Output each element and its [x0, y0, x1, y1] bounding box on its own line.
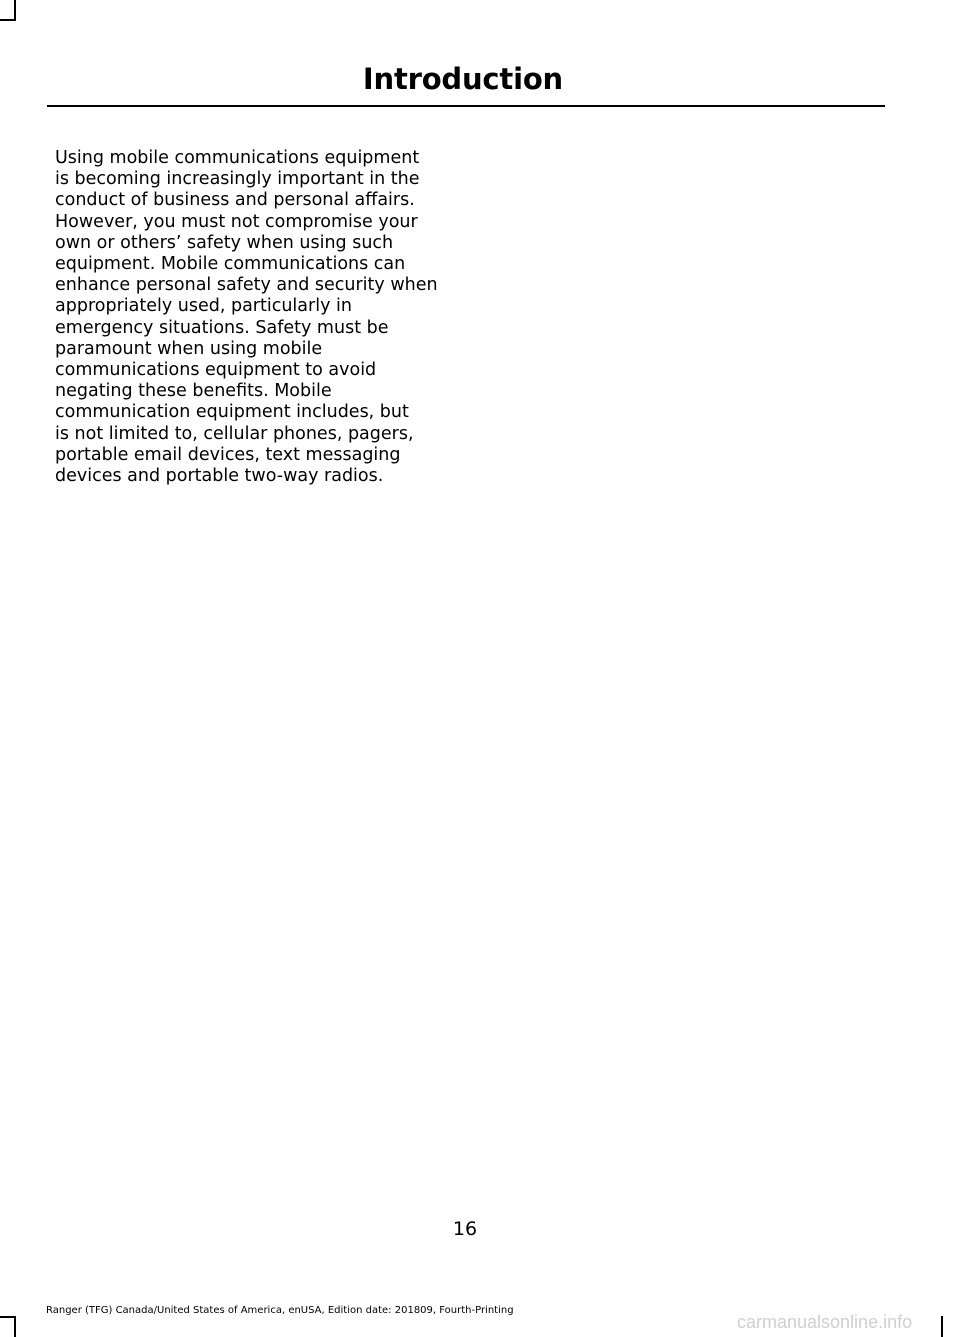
- paragraph-line: conduct of business and personal affairs.: [55, 190, 415, 211]
- crop-mark-bottom-right-vertical: [941, 1316, 943, 1337]
- paragraph-line: communication equipment includes, but: [55, 402, 409, 423]
- paragraph-line: communications equipment to avoid: [55, 360, 377, 381]
- crop-mark-bottom-left-vertical: [14, 1316, 16, 1337]
- paragraph-line: equipment. Mobile communications can: [55, 254, 406, 275]
- page-number: 16: [452, 1218, 478, 1240]
- edition-footer: Ranger (TFG) Canada/United States of America, enUSA, Edition date: 201809, Fourth-Printing: [46, 1305, 514, 1316]
- paragraph-line: portable email devices, text messaging: [55, 444, 401, 465]
- crop-mark-bottom-left-horizontal: [0, 1316, 16, 1318]
- paragraph-line: is becoming increasingly important in the: [55, 169, 420, 190]
- paragraph-line: emergency situations. Safety must be: [55, 317, 389, 338]
- paragraph-line: appropriately used, particularly in: [55, 296, 352, 317]
- watermark-link[interactable]: carmanualsonline.info: [737, 1312, 913, 1332]
- paragraph-line: Using mobile communications equipment: [55, 148, 420, 168]
- header-divider: [47, 105, 885, 107]
- crop-mark-top-left-vertical: [14, 0, 16, 20]
- crop-mark-top-left-horizontal: [0, 19, 16, 21]
- paragraph-line: However, you must not compromise your: [55, 211, 418, 232]
- paragraph-line: is not limited to, cellular phones, pagers,: [55, 423, 414, 444]
- paragraph-line: own or others’ safety when using such: [55, 232, 394, 253]
- paragraph-line: enhance personal safety and security when: [55, 275, 438, 296]
- page-title: Introduction: [362, 62, 563, 96]
- paragraph-line: devices and portable two-way radios.: [55, 466, 384, 487]
- paragraph-line: negating these benefits. Mobile: [55, 381, 332, 402]
- body-paragraph: [55, 148, 450, 487]
- paragraph-line: paramount when using mobile: [55, 338, 323, 359]
